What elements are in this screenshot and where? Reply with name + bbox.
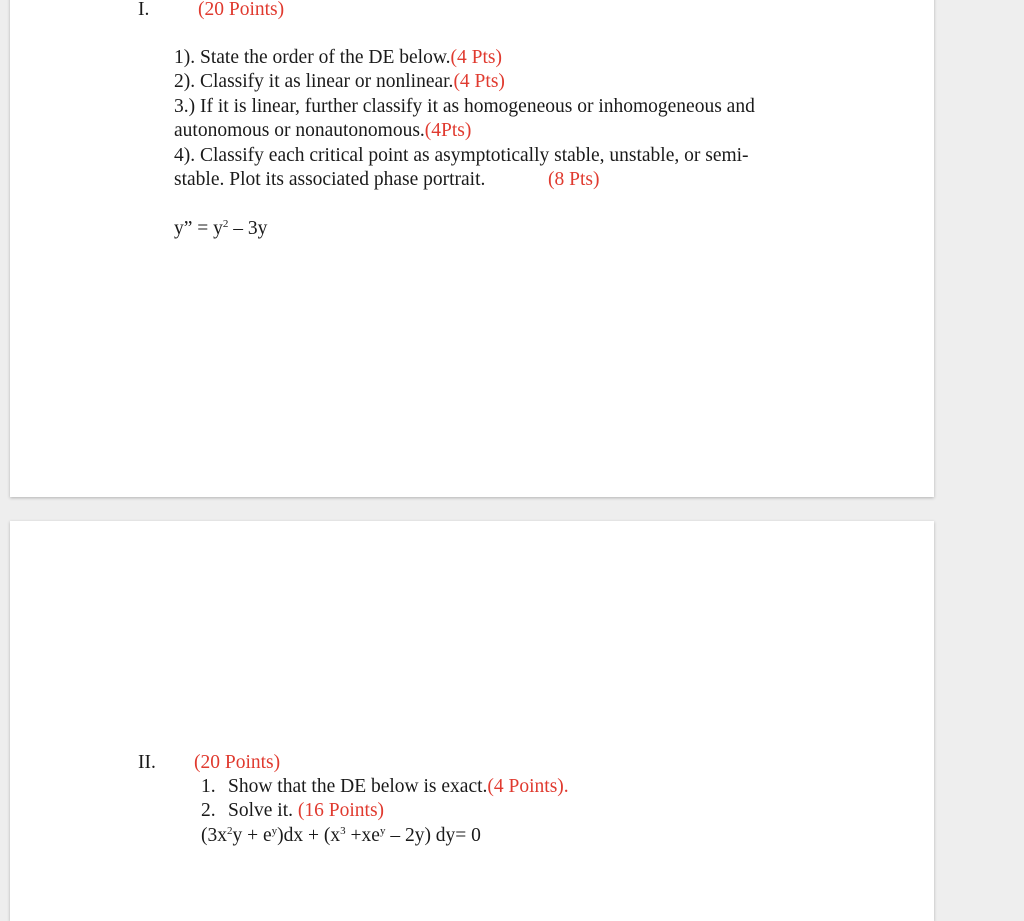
item-1-number: 1. <box>201 776 216 797</box>
item-2-text: Solve it. <box>228 800 298 821</box>
item-1-text: Show that the DE below is exact. <box>228 776 488 797</box>
question-1-points: (4 Pts) <box>450 47 502 68</box>
item-2 <box>201 799 216 824</box>
question-3-line-2 <box>174 119 471 144</box>
item-1 <box>201 775 216 800</box>
section-2-points: (20 Points) <box>194 752 281 773</box>
item-2-content <box>228 799 384 824</box>
question-3-text: autonomous or nonautonomous. <box>174 120 425 141</box>
question-3-points: (4Pts) <box>424 120 472 141</box>
question-1-text: 1). State the order of the DE below. <box>174 47 451 68</box>
item-1-content <box>228 775 569 800</box>
equation-2: $(3x^2y + e^y)dx + (x^3 +xe^y - 2y)$ dy= 0 <box>201 825 481 846</box>
question-4-line-2: stable. Plot its associated phase portrait. <box>174 169 486 190</box>
section-1-points: (20 Points) <box>198 0 285 20</box>
question-4-points: (8 Pts) <box>548 169 600 190</box>
page-2 <box>10 521 934 921</box>
question-1 <box>174 46 502 71</box>
question-3-line-1: 3.) If it is linear, further classify it as homogeneous or inhomogeneous and <box>174 96 755 117</box>
question-4-line-1: 4). Classify each critical point as asymptotically stable, unstable, or semi- <box>174 145 749 166</box>
question-2 <box>174 70 505 95</box>
section-2-numeral: II. <box>138 752 156 773</box>
item-1-points: (4 Points). <box>487 776 569 797</box>
equation-1: y” = $y^2 - 3y$ <box>174 218 268 239</box>
item-2-number: 2. <box>201 800 216 821</box>
section-1-numeral: I. <box>138 0 150 20</box>
item-2-points: (16 Points) <box>297 800 385 821</box>
question-2-points: (4 Pts) <box>453 71 505 92</box>
question-2-text: 2). Classify it as linear or nonlinear. <box>174 71 454 92</box>
